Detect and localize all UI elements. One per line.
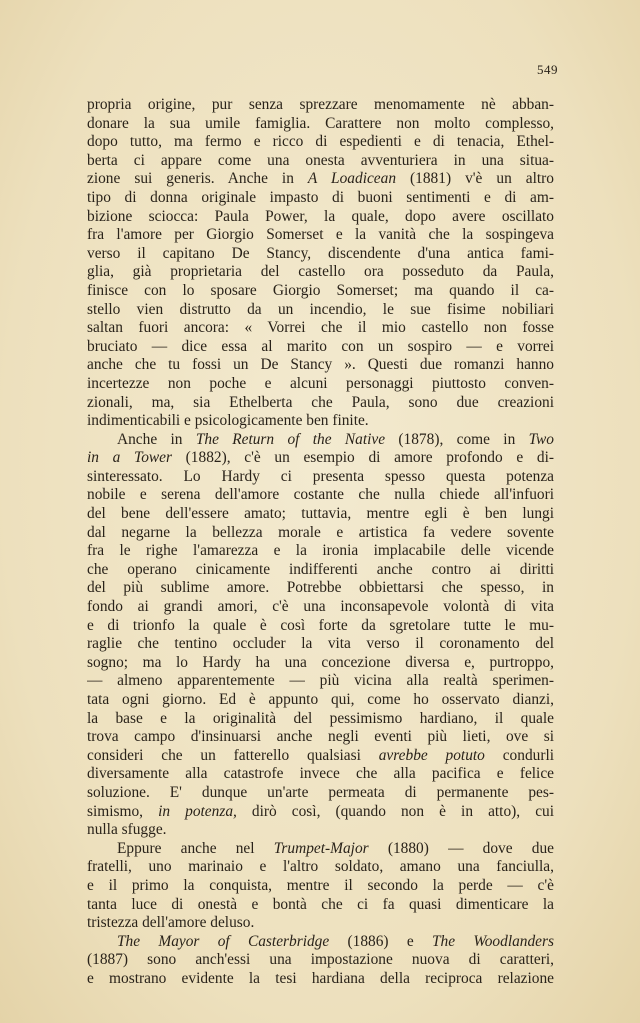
body-text <box>87 96 554 989</box>
text-line: anche che tu fossi un De Stancy ». Questi due romanzi hanno <box>87 356 554 374</box>
text-line <box>87 747 554 766</box>
italic-title: A Loadicean <box>307 170 397 188</box>
text-segment: consideri che un fatterello qualsiasi <box>87 746 379 764</box>
italic-title: in potenza, <box>158 802 237 820</box>
text-line <box>87 840 554 859</box>
text-segment: (1882), c'è un esempio di amore profondo e di- <box>171 449 554 467</box>
text-segment: Eppure anche nel <box>117 839 274 857</box>
text-line: sogno; ma lo Hardy ha una concezione diversa e, purtroppo, <box>87 653 554 671</box>
text-line: tanta luce di onestà e bontà che ci fa quasi dimenticare la <box>87 895 554 913</box>
text-line: stello vien distrutto da un incendio, le sue fisime nobiliari <box>87 300 554 318</box>
text-line <box>87 170 554 189</box>
text-line <box>87 449 554 468</box>
italic-title: in a Tower <box>87 449 172 467</box>
italic-title: The Return of the Native <box>195 430 386 448</box>
text-line: la base e la originalità del pessimismo hardiano, il quale <box>87 709 554 727</box>
italic-title: Trumpet-Major <box>273 839 369 857</box>
text-segment: (1880) — dove due <box>368 839 554 857</box>
italic-title: The Mayor of Casterbridge <box>117 932 330 950</box>
text-segment: condurli <box>484 746 554 764</box>
text-line: fratelli, uno marinaio e l'altro soldato, amano una fanciulla, <box>87 858 554 876</box>
text-line: verso il capitano De Stancy, discendente d'una antica fami- <box>87 244 554 262</box>
text-line: e di trionfo la quale è così forte da sgretolare tutte le mu- <box>87 616 554 634</box>
text-line: zionali, ma, sia Ethelberta che Paula, sono due creazioni <box>87 393 554 411</box>
text-line: indimenticabili e psicologicamente ben finite. <box>87 412 369 430</box>
text-segment: dirò così, (quando non è in atto), cui <box>236 802 554 820</box>
text-line: glia, già proprietaria del castello ora posseduto da Paula, <box>87 263 554 281</box>
text-line: del più sublime amore. Potrebbe obbiettarsi che spesso, in <box>87 579 554 597</box>
text-line: donare la sua umile famiglia. Carattere non molto complesso, <box>87 114 554 132</box>
text-segment: (1886) e <box>329 932 432 950</box>
text-line: sinteressato. Lo Hardy ci presenta spesso questa potenza <box>87 467 554 485</box>
text-line: propria origine, pur senza sprezzare menomamente nè abban- <box>87 96 554 113</box>
text-line: dal negarne la bellezza morale e artistica fa vedere sovente <box>87 523 554 541</box>
text-line: berta ci appare come una onesta avventuriera in una situa- <box>87 151 554 169</box>
text-line: diversamente alla catastrofe invece che alla pacifica e felice <box>87 765 554 783</box>
text-segment: (1881) v'è un altro <box>396 170 554 188</box>
text-line: fra l'amore per Giorgio Somerset e la vanità che la sospingeva <box>87 226 554 244</box>
italic-title: avrebbe potuto <box>378 746 485 764</box>
text-line: (1887) sono anch'essi una impostazione nuova di caratteri, <box>87 951 554 969</box>
text-line: che operano cinicamente indifferenti anche contro ai diritti <box>87 560 554 578</box>
text-line: nobile e serena dell'amore costante che nulla chiede all'infuori <box>87 486 554 504</box>
text-line: tristezza dell'amore deluso. <box>87 914 255 932</box>
text-line: soluzione. E' dunque un'arte permeata di permanente pes- <box>87 783 554 801</box>
text-line: — almeno apparentemente — più vicina alla realtà sperimen- <box>87 672 554 690</box>
text-line <box>87 933 554 952</box>
text-line: fondo ai grandi amori, c'è una inconsapevole volontà di vita <box>87 598 554 616</box>
text-line: saltan fuori ancora: « Vorrei che il mio castello non fosse <box>87 319 554 337</box>
text-line: incertezze non poche e alcuni personaggi piuttosto conven- <box>87 374 554 392</box>
text-line <box>87 803 554 822</box>
page-number: 549 <box>537 62 558 77</box>
text-line: trova campo d'insinuarsi anche negli eventi più lieti, ove si <box>87 728 554 746</box>
italic-title: Two <box>528 430 554 448</box>
text-line: del bene dell'essere amato; tuttavia, mentre egli è ben lungi <box>87 505 554 523</box>
text-segment: zione sui generis. Anche in <box>87 170 308 188</box>
text-line: bruciato — dice essa al marito con un sospiro — e vorrei <box>87 337 554 355</box>
text-segment: simismo, <box>87 802 159 820</box>
text-segment: Anche in <box>117 430 196 448</box>
text-line: e mostrano evidente la tesi hardiana della reciproca relazione <box>87 969 554 987</box>
text-line: nulla sfugge. <box>87 821 167 839</box>
text-line: tata ogni giorno. Ed è appunto qui, come ho osservato dianzi, <box>87 691 554 708</box>
text-line: raglie che tentino occluder la vita verso il coronamento del <box>87 635 554 653</box>
italic-title: The Woodlanders <box>431 932 554 950</box>
text-line: finisce con lo sposare Giorgio Somerset; ma quando il ca- <box>87 281 554 299</box>
text-line: fra le righe l'amarezza e la ironia implacabile delle vicende <box>87 542 554 560</box>
text-segment: (1878), come in <box>385 430 529 448</box>
text-line: bizione sciocca: Paula Power, la quale, dopo avere oscillato <box>87 207 554 225</box>
text-line: dopo tutto, ma fermo e ricco di espedienti e di tenacia, Ethel- <box>87 133 554 151</box>
text-line: tipo di donna originale impasto di buoni sentimenti e di am- <box>87 188 554 206</box>
text-line <box>87 431 554 450</box>
text-line: e il primo la conquista, mentre il secondo la perde — c'è <box>87 876 554 894</box>
